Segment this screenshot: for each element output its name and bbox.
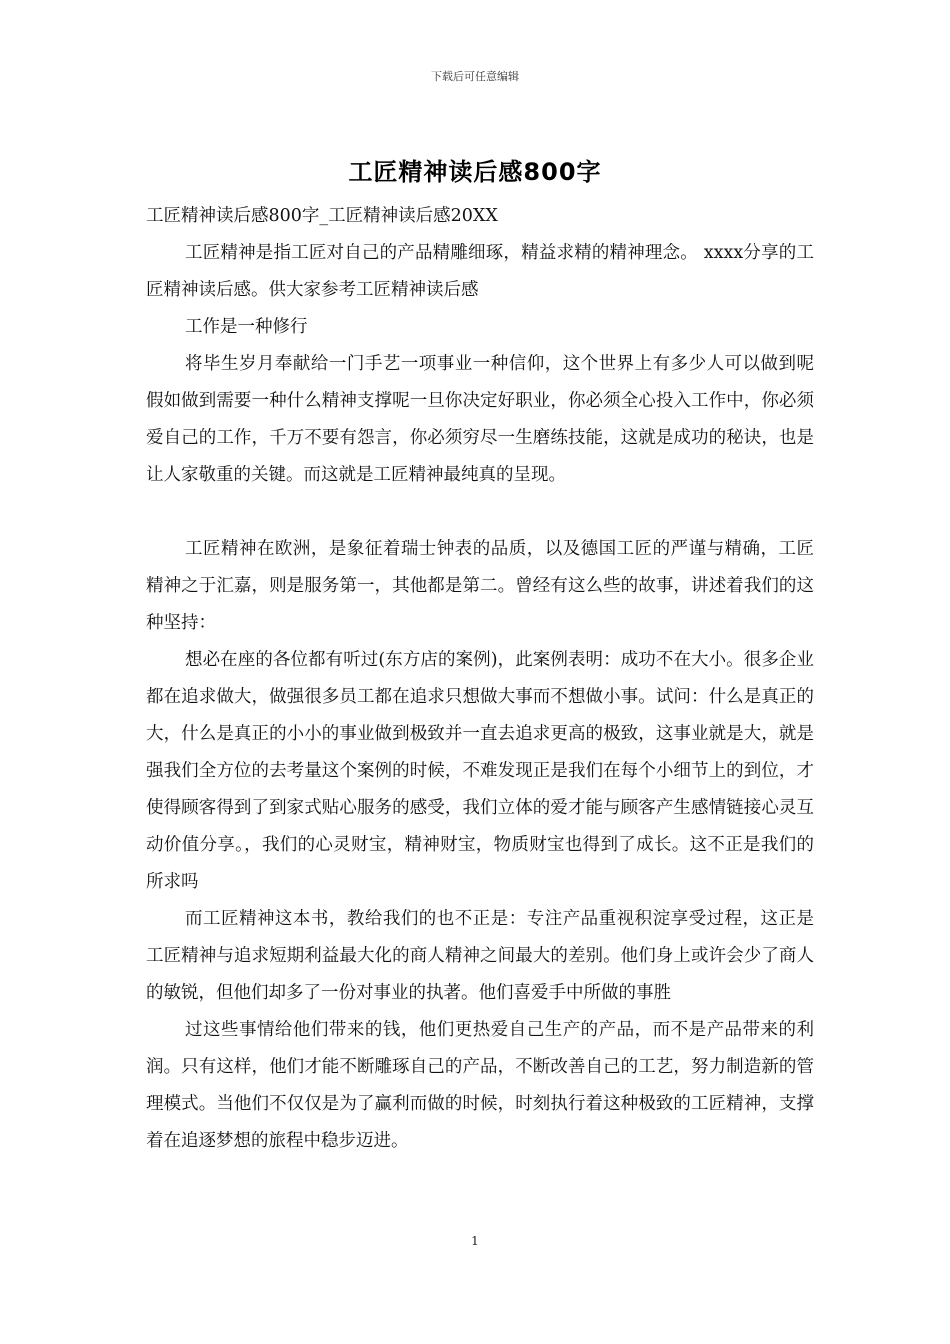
paragraph: 想必在座的各位都有听过(东方店的案例)，此案例表明：成功不在大小。很多企业都在追求做大，做强很多员工都在追求只想做大事而不想做小事。试问：什么是真正的大，什么是真正的小小的事业做到极致并一直去追求更高的极致，这事业就是大，就是强我们全方位的去考量这个案例的时候，不难发现正是我们在每个小细节上的到位，才使得顾客得到了到家式贴心服务的感受，我们立体的爱才能与顾客产生感情链接心灵互动价值分享。，我们的心灵财宝，精神财宝，物质财宝也得到了成长。这不正是我们的所求吗 bbox=[146, 650, 814, 892]
paragraph: 过这些事情给他们带来的钱，他们更热爱自己生产的产品，而不是产品带来的利润。只有这样，他们才能不断雕琢自己的产品，不断改善自己的工艺，努力制造新的管理模式。当他们不仅仅是为了赢利而做的时候，时刻执行着这种极致的工匠精神，支撑着在追逐梦想的旅程中稳步迈进。 bbox=[146, 1020, 814, 1151]
header-note: 下载后可任意编辑 bbox=[431, 70, 519, 83]
section-heading: 工作是一种修行 bbox=[185, 317, 308, 337]
paragraph: 而工匠精神这本书，教给我们的也不正是：专注产品重视积淀享受过程，这正是工匠精神与追求短期利益最大化的商人精神之间最大的差别。他们身上或许会少了商人的敏锐，但他们却多了一份对事业的执著。他们喜爱手中所做的事胜 bbox=[146, 909, 814, 1003]
paragraph-intro: 工匠精神是指工匠对自己的产品精雕细琢，精益求精的精神理念。 xxxx分享的工匠精神读后感。供大家参考工匠精神读后感 bbox=[146, 243, 814, 300]
document-body bbox=[146, 198, 814, 1160]
subtitle-line: 工匠精神读后感800字_工匠精神读后感20XX bbox=[146, 206, 498, 226]
page-number: 1 bbox=[471, 1234, 479, 1248]
document-title: 工匠精神读后感800字 bbox=[348, 158, 602, 186]
paragraph: 将毕生岁月奉献给一门手艺一项事业一种信仰，这个世界上有多少人可以做到呢假如做到需要一种什么精神支撑呢一旦你决定好职业，你必须全心投入工作中，你必须爱自己的工作，千万不要有怨言，你必须穷尽一生磨练技能，这就是成功的秘诀，也是让人家敬重的关键。而这就是工匠精神最纯真的呈现。 bbox=[146, 354, 814, 485]
paragraph: 工匠精神在欧洲，是象征着瑞士钟表的品质，以及德国工匠的严谨与精确，工匠精神之于汇嘉，则是服务第一，其他都是第二。曾经有这么些的故事，讲述着我们的这种坚持： bbox=[146, 539, 814, 633]
